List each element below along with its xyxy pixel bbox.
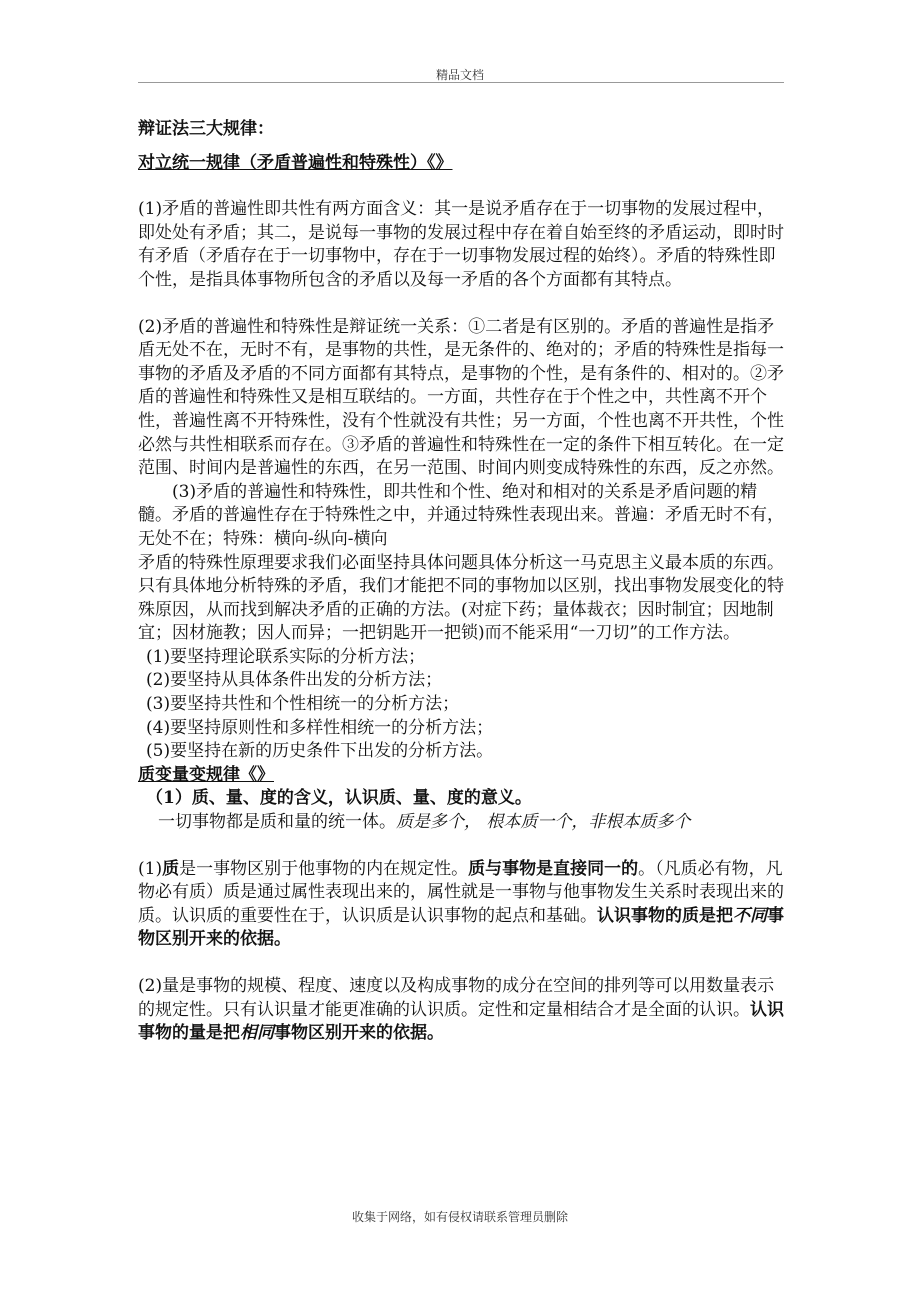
subheading-quality-quantity-degree: （1）质、量、度的含义，认识质、量、度的意义。 bbox=[146, 788, 532, 809]
q1-conclusion-italic: 不同 bbox=[733, 905, 767, 926]
q1-number: (1) bbox=[138, 858, 163, 879]
paragraph-unity-intro bbox=[138, 811, 784, 835]
method-item-1: (1)要坚持理论联系实际的分析方法； bbox=[146, 646, 426, 667]
q1-term: 质 bbox=[162, 858, 180, 879]
q1-explanation: 。（凡质必有物，凡物必有质）质是通过属性表现出来的，属性就是一事物与他事物发生关系时表现出来的质。认识质的重要性在于，认识质是认识事物的起点和基础。 bbox=[138, 858, 784, 926]
intro-plain-text: 一切事物都是质和量的统一体。 bbox=[158, 812, 396, 833]
q1-emphasis: 质与事物是直接同一的 bbox=[468, 858, 639, 879]
paragraph-essence: (3)矛盾的普遍性和特殊性，即共性和个性、绝对和相对的关系是矛盾问题的精髓。矛盾的普遍性存在于特殊性之中，并通过特殊性表现出来。普遍：矛盾无时不有，无处不在；特殊：横向-纵向-横向 bbox=[138, 481, 784, 549]
method-item-4: (4)要坚持原则性和多样性相统一的分析方法； bbox=[146, 717, 494, 738]
q2-conclusion-a: 认识事物的量是把 bbox=[138, 999, 784, 1044]
q1-conclusion-a: 认识事物的质是把 bbox=[597, 905, 733, 926]
document-body bbox=[138, 118, 784, 1046]
page-footer: 收集于网络，如有侵权请联系管理员删除 bbox=[351, 1210, 568, 1224]
page-header: 精品文档 bbox=[435, 68, 484, 82]
document-title: 辩证法三大规律： bbox=[138, 119, 274, 139]
paragraph-quality bbox=[138, 858, 784, 952]
paragraph-universality: (1)矛盾的普遍性即共性有两方面含义：其一是说矛盾存在于一切事物的发展过程中，即处处有矛盾；其二，是说每一事物的发展过程中存在着自始至终的矛盾运动，即时时有矛盾（矛盾存在于一切事物中，存在于一切事物发展过程的始终）。矛盾的特殊性即个性，是指具体事物所包含的矛盾以及每一矛盾的各个方面都有其特点。 bbox=[138, 199, 784, 290]
paragraph-quantity bbox=[138, 975, 784, 1046]
q2-conclusion-italic: 相同 bbox=[240, 1023, 274, 1044]
intro-italic-text: 质是多个， 根本质一个，非根本质多个 bbox=[396, 812, 691, 833]
header-divider bbox=[138, 82, 784, 83]
paragraph-particularity-principle: 矛盾的特殊性原理要求我们必面坚持具体问题具体分析这一马克思主义最本质的东西。只有具体地分析特殊的矛盾，我们才能把不同的事物加以区别，找出事物发展变化的特殊原因，从而找到解决矛盾的正确的方法。(对症下药；量体裁衣；因时制宜；因地制宜；因材施教；因人而异；一把钥匙开一把锁)而不能采用“一刀切”的工作方法。 bbox=[138, 552, 784, 644]
method-item-2: (2)要坚持从具体条件出发的分析方法； bbox=[146, 670, 443, 691]
method-item-5: (5)要坚持在新的历史条件下出发的分析方法。 bbox=[146, 741, 494, 762]
section-heading-unity-of-opposites: 对立统一规律（矛盾普遍性和特殊性）《》 bbox=[138, 152, 453, 173]
q2-text: (2)量是事物的规模、程度、速度以及构成事物的成分在空间的排列等可以用数量表示的规定性。只有认识量才能更准确的认识质。定性和定量相结合才是全面的认识。 bbox=[138, 976, 775, 1020]
paragraph-dialectical-relation: (2)矛盾的普遍性和特殊性是辩证统一关系：①二者是有区别的。矛盾的普遍性是指矛盾无处不在，无时不有，是事物的共性，是无条件的、绝对的；矛盾的特殊性是指每一事物的矛盾及矛盾的不同方面都有其特点，是事物的个性，是有条件的、相对的。②矛盾的普遍性和特殊性又是相互联结的。一方面，共性存在于个性之中，共性离不开个性，普遍性离不开特殊性，没有个性就没有共性；另一方面，个性也离不开共性，个性必然与共性相联系而存在。③矛盾的普遍性和特殊性在一定的条件下相互转化。在一定范围、时间内是普遍性的东西，在另一范围、时间内则变成特殊性的东西，反之亦然。 bbox=[138, 316, 784, 479]
q1-definition: 是一事物区别于他事物的内在规定性。 bbox=[179, 858, 469, 879]
q1-conclusion-b: 事物区别开来的依据。 bbox=[138, 905, 784, 950]
section-heading-quality-quantity: 质变量变规律《》 bbox=[138, 764, 274, 785]
q2-conclusion-b: 事物区别开来的依据。 bbox=[274, 1023, 444, 1044]
method-item-3: (3)要坚持共性和个性相统一的分析方法； bbox=[146, 694, 460, 715]
